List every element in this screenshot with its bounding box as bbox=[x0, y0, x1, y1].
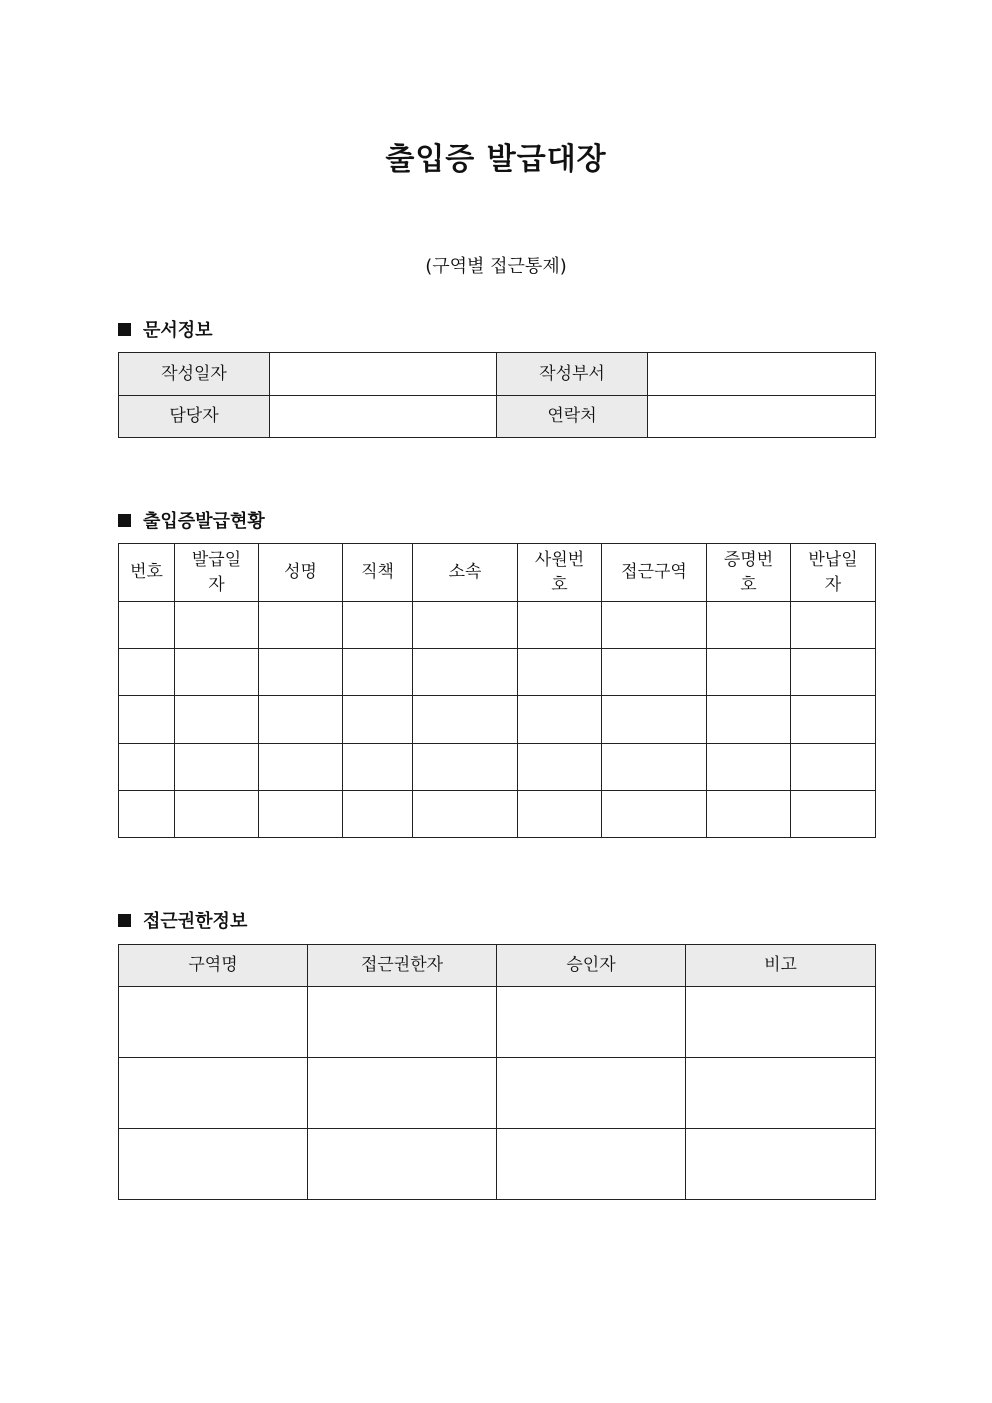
col-header-return-date-text: 반납일자 bbox=[808, 549, 858, 595]
col-header-position: 직책 bbox=[343, 544, 413, 602]
table-cell[interactable] bbox=[308, 1129, 497, 1200]
table-row bbox=[119, 602, 876, 649]
dept-field[interactable] bbox=[648, 353, 876, 396]
table-cell[interactable] bbox=[602, 696, 707, 744]
table-row bbox=[119, 744, 876, 791]
table-cell[interactable] bbox=[518, 649, 602, 696]
label-date: 작성일자 bbox=[119, 353, 270, 396]
section-access-rights-title: 접근권한정보 bbox=[143, 911, 248, 932]
manager-field[interactable] bbox=[270, 396, 497, 438]
table-cell[interactable] bbox=[602, 649, 707, 696]
col-header-no: 번호 bbox=[119, 544, 175, 602]
col-header-access-zone: 접근구역 bbox=[602, 544, 707, 602]
table-cell[interactable] bbox=[791, 696, 876, 744]
table-cell[interactable] bbox=[791, 791, 876, 838]
table-row bbox=[119, 1058, 876, 1129]
table-cell[interactable] bbox=[259, 791, 343, 838]
table-cell[interactable] bbox=[413, 791, 518, 838]
table-cell[interactable] bbox=[119, 696, 175, 744]
col-header-employee-no bbox=[518, 544, 602, 602]
table-row bbox=[119, 1129, 876, 1200]
table-cell[interactable] bbox=[686, 1129, 876, 1200]
section-issue-status-title: 출입증발급현황 bbox=[143, 511, 265, 532]
label-dept: 작성부서 bbox=[497, 353, 648, 396]
table-row bbox=[119, 791, 876, 838]
table-cell[interactable] bbox=[518, 791, 602, 838]
section-document-info-heading bbox=[118, 316, 213, 342]
document-info-table bbox=[118, 352, 876, 438]
col-header-id-no-text: 증명번호 bbox=[723, 549, 774, 595]
table-cell[interactable] bbox=[119, 987, 308, 1058]
table-cell[interactable] bbox=[119, 649, 175, 696]
table-cell[interactable] bbox=[791, 744, 876, 791]
table-cell[interactable] bbox=[343, 602, 413, 649]
col-header-id-no bbox=[707, 544, 791, 602]
table-cell[interactable] bbox=[175, 744, 259, 791]
table-cell[interactable] bbox=[707, 744, 791, 791]
table-cell[interactable] bbox=[308, 987, 497, 1058]
table-cell[interactable] bbox=[497, 1058, 686, 1129]
table-cell[interactable] bbox=[175, 602, 259, 649]
table-cell[interactable] bbox=[259, 744, 343, 791]
table-cell[interactable] bbox=[602, 744, 707, 791]
col-header-remarks: 비고 bbox=[686, 945, 876, 987]
table-cell[interactable] bbox=[343, 696, 413, 744]
table-cell[interactable] bbox=[602, 791, 707, 838]
col-header-return-date bbox=[791, 544, 876, 602]
table-cell[interactable] bbox=[343, 791, 413, 838]
col-header-name: 성명 bbox=[259, 544, 343, 602]
table-cell[interactable] bbox=[259, 602, 343, 649]
col-header-issue-date bbox=[175, 544, 259, 602]
table-cell[interactable] bbox=[707, 791, 791, 838]
col-header-employee-no-text: 사원번호 bbox=[534, 549, 585, 595]
table-cell[interactable] bbox=[518, 602, 602, 649]
table-row bbox=[119, 696, 876, 744]
col-header-approver: 승인자 bbox=[497, 945, 686, 987]
table-cell[interactable] bbox=[175, 649, 259, 696]
table-cell[interactable] bbox=[259, 649, 343, 696]
table-cell[interactable] bbox=[497, 1129, 686, 1200]
square-bullet-icon bbox=[118, 323, 131, 336]
page-subtitle: (구역별 접근통제) bbox=[425, 256, 567, 277]
table-cell[interactable] bbox=[119, 744, 175, 791]
table-cell[interactable] bbox=[602, 602, 707, 649]
col-header-holder: 접근권한자 bbox=[308, 945, 497, 987]
col-header-zone-name: 구역명 bbox=[119, 945, 308, 987]
table-cell[interactable] bbox=[707, 649, 791, 696]
label-contact: 연락처 bbox=[497, 396, 648, 438]
table-cell[interactable] bbox=[119, 1129, 308, 1200]
table-cell[interactable] bbox=[413, 744, 518, 791]
section-issue-status-heading bbox=[118, 507, 265, 533]
table-cell[interactable] bbox=[518, 744, 602, 791]
access-rights-table bbox=[118, 944, 876, 1200]
section-document-info-title: 문서정보 bbox=[143, 320, 213, 341]
table-cell[interactable] bbox=[175, 791, 259, 838]
page-title: 출입증 발급대장 bbox=[385, 142, 607, 177]
table-cell[interactable] bbox=[119, 791, 175, 838]
issue-status-table bbox=[118, 543, 876, 838]
table-cell[interactable] bbox=[791, 649, 876, 696]
table-cell[interactable] bbox=[308, 1058, 497, 1129]
table-cell[interactable] bbox=[686, 987, 876, 1058]
table-cell[interactable] bbox=[518, 696, 602, 744]
table-cell[interactable] bbox=[707, 602, 791, 649]
table-cell[interactable] bbox=[119, 602, 175, 649]
table-row bbox=[119, 987, 876, 1058]
table-cell[interactable] bbox=[343, 744, 413, 791]
table-cell[interactable] bbox=[413, 649, 518, 696]
date-field[interactable] bbox=[270, 353, 497, 396]
table-cell[interactable] bbox=[413, 602, 518, 649]
table-cell[interactable] bbox=[343, 649, 413, 696]
col-header-affiliation: 소속 bbox=[413, 544, 518, 602]
table-cell[interactable] bbox=[175, 696, 259, 744]
table-cell[interactable] bbox=[413, 696, 518, 744]
table-row bbox=[119, 649, 876, 696]
table-cell[interactable] bbox=[686, 1058, 876, 1129]
table-cell[interactable] bbox=[259, 696, 343, 744]
table-cell[interactable] bbox=[119, 1058, 308, 1129]
table-cell[interactable] bbox=[791, 602, 876, 649]
col-header-issue-date-text: 발급일자 bbox=[191, 549, 242, 595]
square-bullet-icon bbox=[118, 514, 131, 527]
label-manager: 담당자 bbox=[119, 396, 270, 438]
table-cell[interactable] bbox=[707, 696, 791, 744]
square-bullet-icon bbox=[118, 914, 131, 927]
contact-field[interactable] bbox=[648, 396, 876, 438]
table-cell[interactable] bbox=[497, 987, 686, 1058]
section-access-rights-heading bbox=[118, 907, 247, 933]
